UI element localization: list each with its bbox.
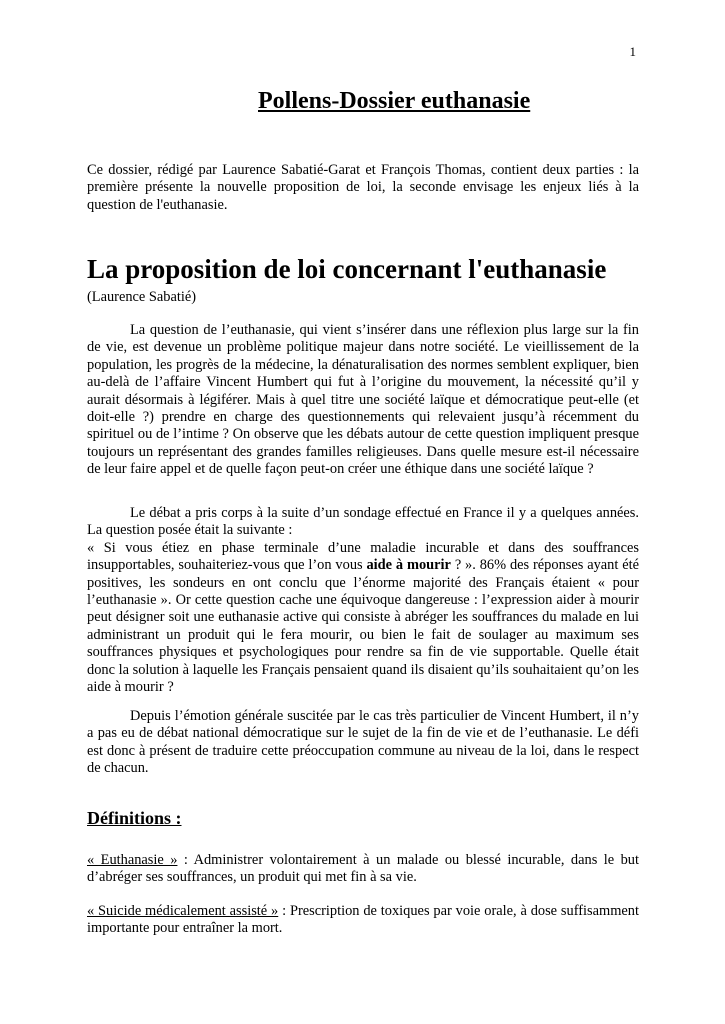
- section-heading: La proposition de loi concernant l'euthanasie: [87, 254, 607, 284]
- intro-paragraph: Ce dossier, rédigé par Laurence Sabatié-Garat et François Thomas, contient deux parties : la première présente la nouvelle proposition de loi, la seconde envisage les enjeux liés à la question de l'euthanasie.: [87, 162, 639, 213]
- body-paragraph-2: [87, 505, 639, 696]
- body-paragraph-1: La question de l’euthanasie, qui vient s’insérer dans une réflexion plus large sur la fin de vie, est devenue un problème politique majeur dans notre société. Le vieillissement de la population, les progrès de la médecine, la dénaturalisation des normes semblent expliquer, bien au-delà de l’affaire Vincent Humbert qui fut à l’origine du mouvement, la nécessité qu’il y aurait désormais à légiférer. Mais à quel titre une société laïque et démocratique peut-elle (et doit-elle ?) prendre en charge des questionnements qui relevaient jusqu’à récemment du spirituel ou de l’intime ? On observe que les débats autour de cette question impliquent presque toujours un représentant des grandes familles religieuses. Dans quelle mesure est-il nécessaire de leur faire appel et de quelle façon peut-on créer une éthique dans une société laïque ?: [87, 322, 639, 478]
- definition-text: : Administrer volontairement à un malade ou blessé incurable, dans le but d’abréger ses souffrances, un produit qui met fin à sa vie.: [87, 852, 639, 886]
- section-author: (Laurence Sabatié): [87, 289, 197, 305]
- definition-item: [87, 903, 639, 938]
- body-paragraph-3: Depuis l’émotion générale suscitée par le cas très particulier de Vincent Humbert, il n’y a pas eu de débat national démocratique sur le sujet de la fin de vie et de l’euthanasie. Le défi est donc à présent de traduire cette préoccupation commune au niveau de la loi, dans le respect de chacun.: [87, 708, 639, 777]
- definitions-heading: Définitions :: [87, 808, 182, 828]
- body-paragraph-2-intro: Le débat a pris corps à la suite d’un sondage effectué en France il y a quelques années. La question posée était la suivante :: [87, 505, 639, 539]
- document-title: Pollens-Dossier euthanasie: [258, 88, 531, 114]
- definition-term: « Suicide médicalement assisté »: [87, 903, 279, 919]
- quote-text-end: ? ». 86% des réponses ayant été positives, les sondeurs en ont conclu que l’énorme majorité des Français étaient « pour l’euthanasie ». Or cette question cache une équivoque dangereuse : l’expression aider à mourir peut désigner soit une euthanasie active qui consiste à abréger les souffrances du malade en lui administrant un produit qui le fera mourir, ou bien le fait de soulager au maximum ses souffrances physiques et psychologiques pour rendre sa fin de vie supportable. Quelle était donc la solution à laquelle les Français pensaient quand ils disaient qu’ils souhaitaient qu’on les aide à mourir ?: [87, 557, 640, 696]
- definition-text: : Prescription de toxiques par voie orale, à dose suffisamment importante pour entraîner la mort.: [87, 903, 639, 937]
- page-number: 1: [629, 44, 636, 59]
- definition-term: « Euthanasie »: [87, 852, 178, 868]
- body-paragraph-2-quote: [87, 540, 639, 697]
- definition-item: [87, 852, 639, 887]
- quote-bold-text: aide à mourir: [366, 557, 451, 574]
- quote-text-start: « Si vous étiez en phase terminale d’une maladie incurable et dans des souffrances insupportables, souhaiteriez-vous que l’on vous: [87, 539, 639, 574]
